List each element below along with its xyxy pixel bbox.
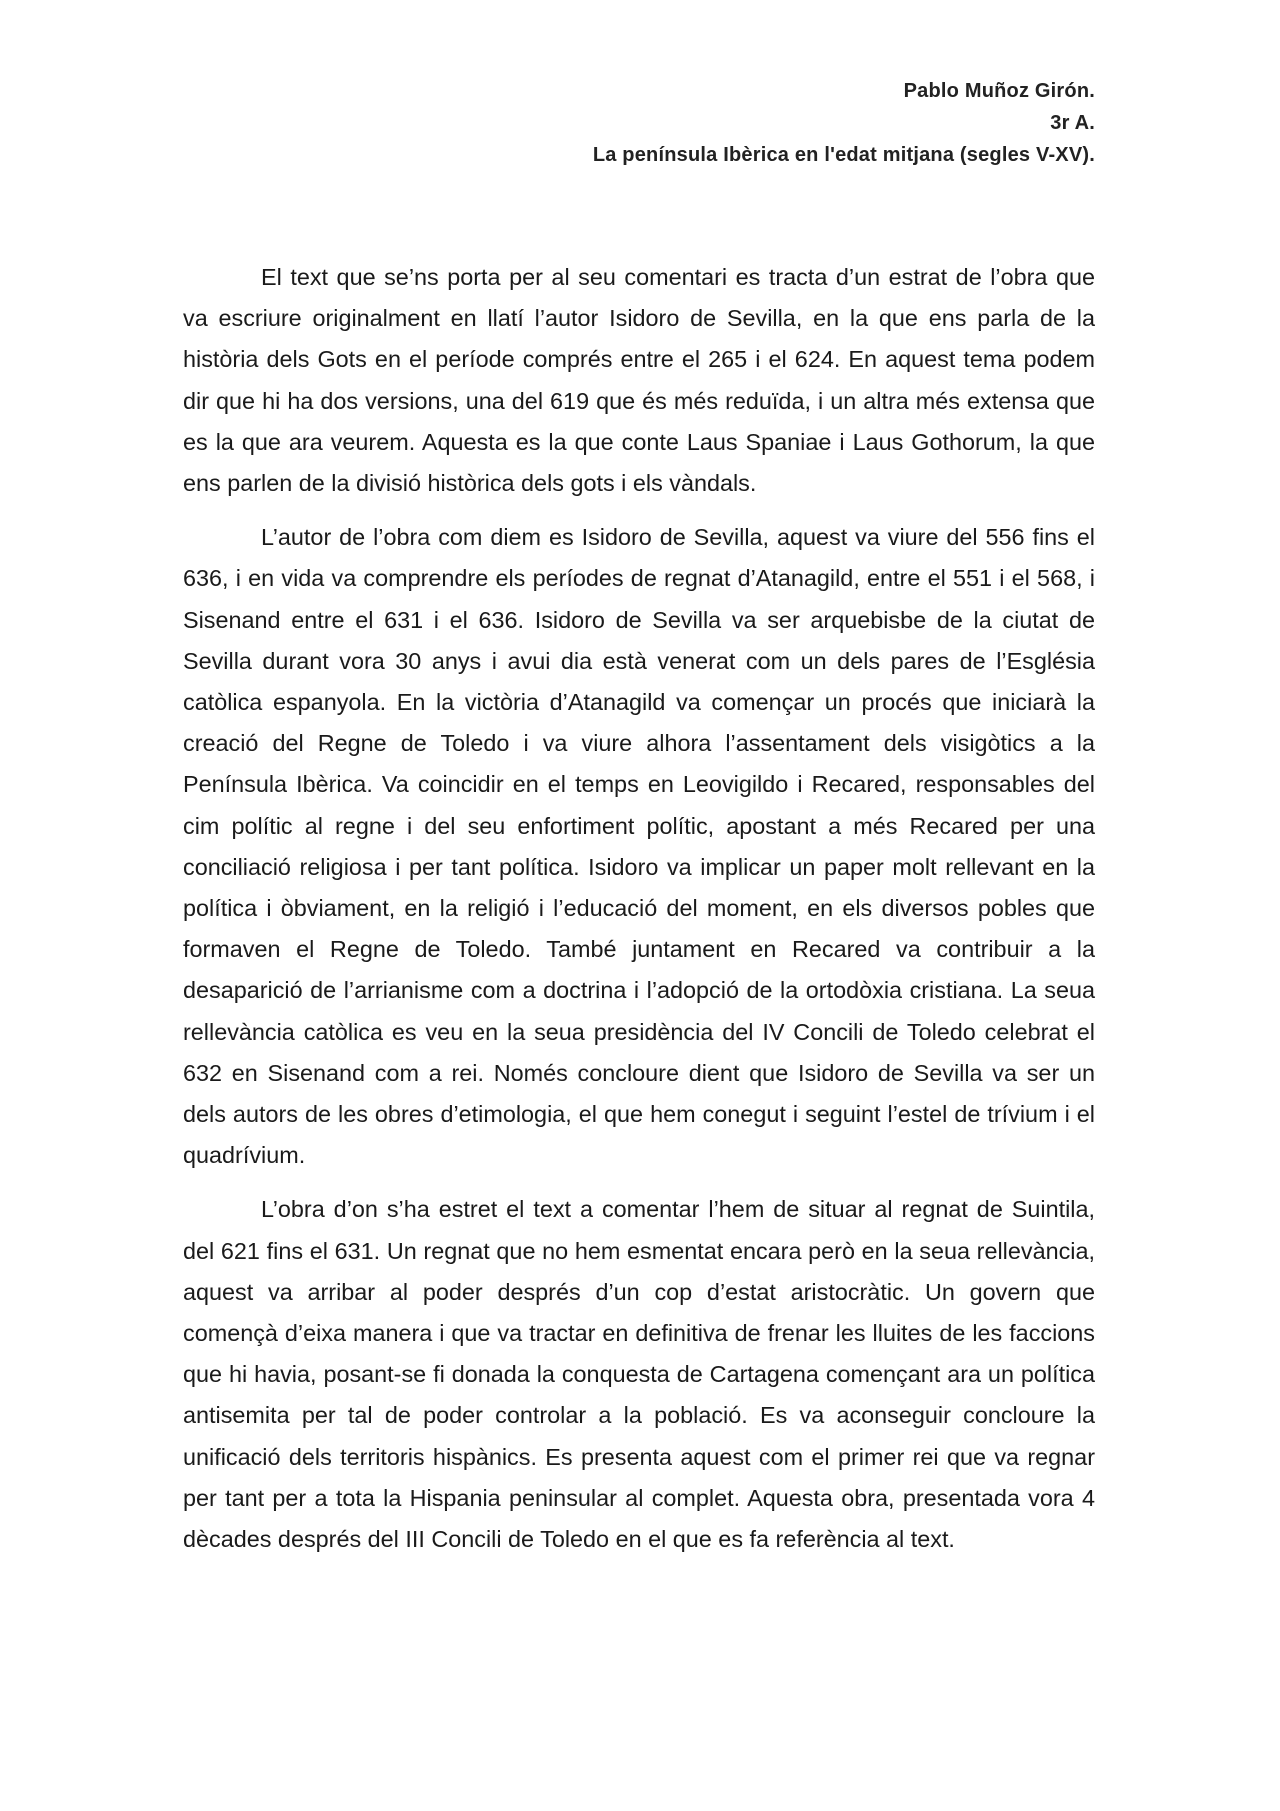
paragraph-2: L’autor de l’obra com diem es Isidoro de Sevilla, aquest va viure del 556 fins el 636, i en vida va comprendre els períodes de regnat d’Atanagild, entre el 551 i el 568, i Sisenand entre el 631 i el 636. Isidoro de Sevilla va ser arquebisbe de la ciutat de Sevilla durant vora 30 anys i avui dia està venerat com un dels pares de l’Església catòlica espanyola. En la victòria d’Atanagild va començar un procés que iniciarà la creació del Regne de Toledo i va viure alhora l’assentament dels visigòtics a la Península Ibèrica. Va coincidir en el temps en Leovigildo i Recared, responsables del cim polític al regne i del seu enfortiment polític, apostant a més Recared per una conciliació religiosa i per tant política. Isidoro va implicar un paper molt rellevant en la política i òbviament, en la religió i l’educació del moment, en els diversos pobles que formaven el Regne de Toledo. També juntament en Recared va contribuir a la desaparició de l’arrianisme com a doctrina i l’adopció de la ortodòxia cristiana. La seua rellevància catòlica es veu en la seua presidència del IV Concili de Toledo celebrat el 632 en Sisenand com a rei. Només concloure dient que Isidoro de Sevilla va ser un dels autors de les obres d’etimologia, el que hem conegut i seguint l’estel de trívium i el quadrívium. — [183, 524, 1095, 1169]
class-label: 3r A. — [1050, 112, 1095, 134]
paragraph-3: L’obra d’on s’ha estret el text a comentar l’hem de situar al regnat de Suintila, del 621 fins el 631. Un regnat que no hem esmentat encara però en la seua rellevància, aquest va arribar al poder després d’un cop d’estat aristocràtic. Un govern que començà d’eixa manera i que va tractar en definitiva de frenar les lluites de les faccions que hi havia, posant-se fi donada la conquesta de Cartagena començant ara un política antisemita per tal de poder controlar a la població. Es va aconseguir concloure la unificació dels territoris hispànics. Es presenta aquest com el primer rei que va regnar per tant per a tota la Hispania peninsular al complet. Aquesta obra, presentada vora 4 dècades després del III Concili de Toledo en el que es fa referència al text. — [183, 1196, 1095, 1553]
author-name: Pablo Muñoz Girón. — [903, 80, 1095, 102]
paragraph-1: El text que se’ns porta per al seu comentari es tracta d’un estrat de l’obra que va escriure originalment en llatí l’autor Isidoro de Sevilla, en la que ens parla de la història dels Gots en el període comprés entre el 265 i el 624. En aquest tema podem dir que hi ha dos versions, una del 619 que és més reduïda, i un altra més extensa que es la que ara veurem. Aquesta es la que conte Laus Spaniae i Laus Gothorum, la que ens parlen de la divisió històrica dels gots i els vàndals. — [183, 264, 1095, 497]
document-body — [183, 257, 1095, 1573]
document-header — [593, 75, 1095, 171]
document-title: La península Ibèrica en l'edat mitjana (segles V-XV). — [592, 144, 1095, 166]
